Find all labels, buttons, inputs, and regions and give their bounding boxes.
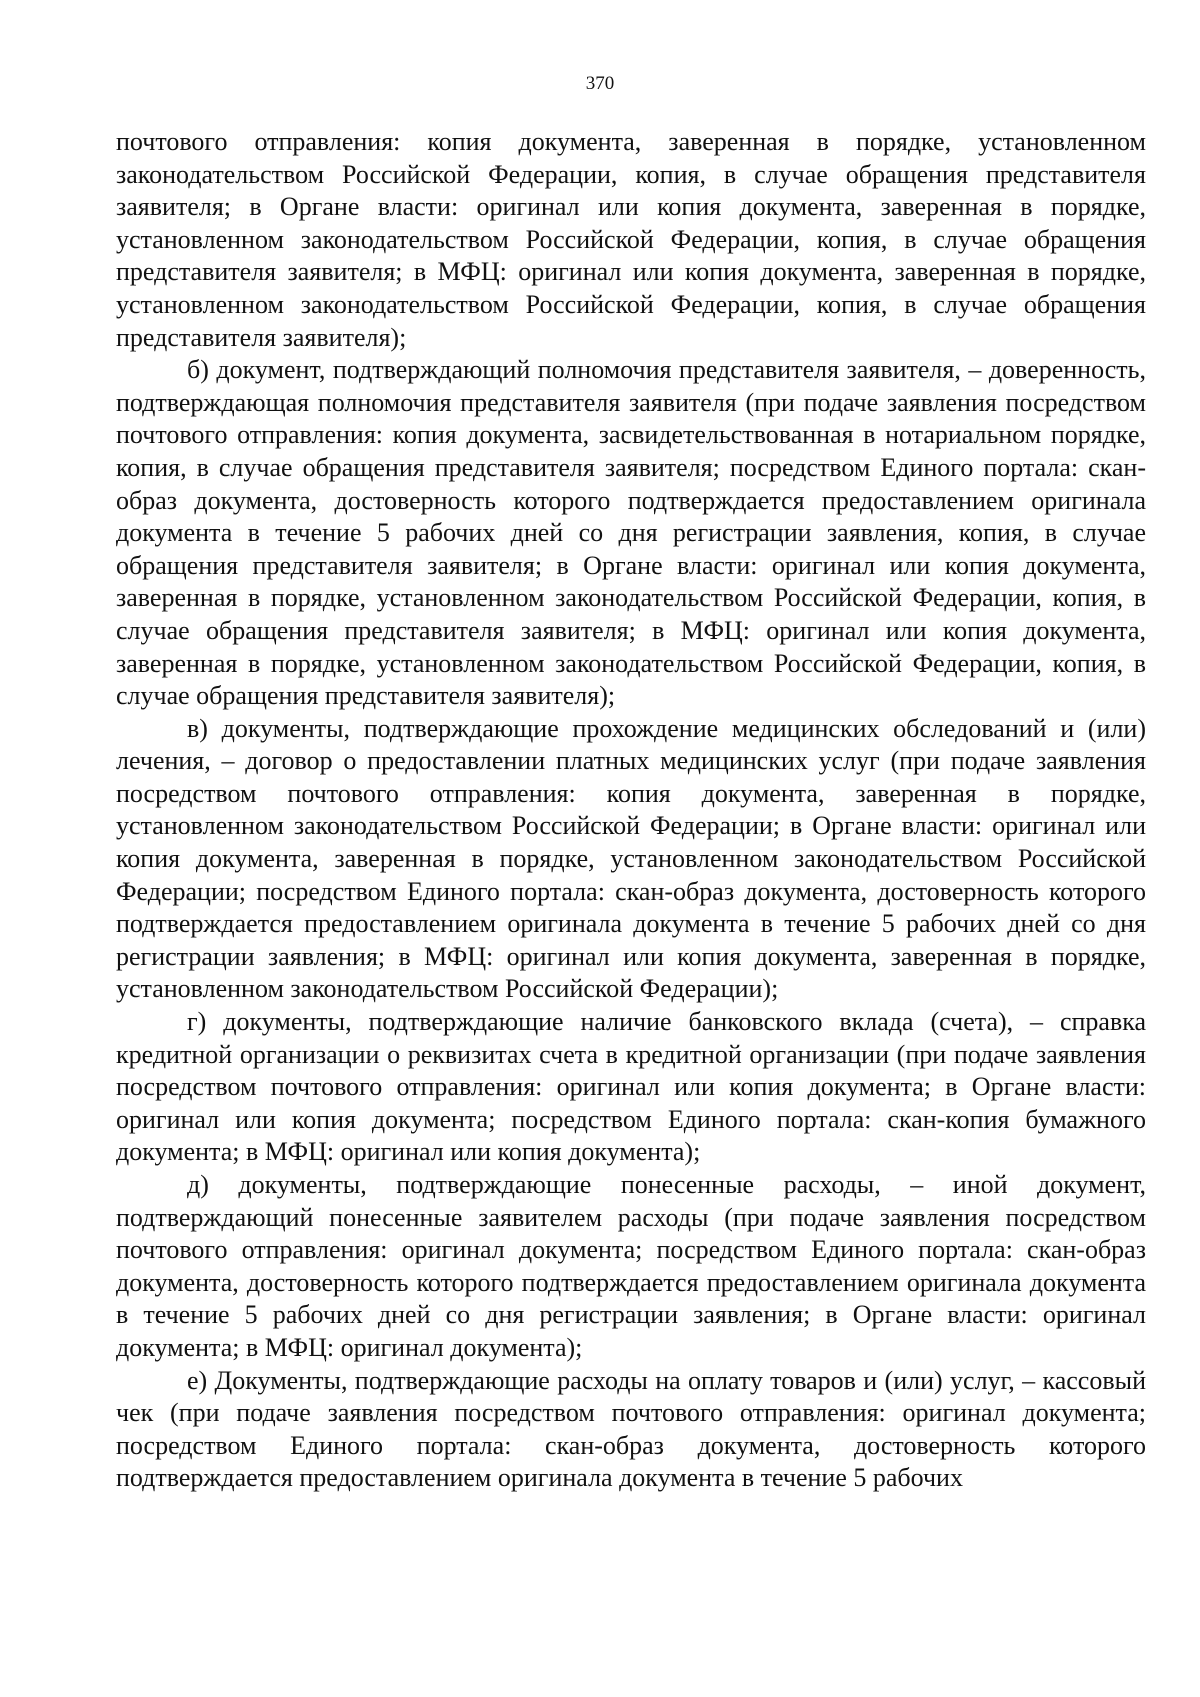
page-number: 370 bbox=[585, 73, 615, 94]
paragraph-continuation: почтового отправления: копия документа, заверенная в порядке, установленном законодательством Российской Федерации, копия, в случае обращения представителя заявителя; в Органе власти: оригинал или копия документа, заверенная в порядке, установленном законодательством Российской Федерации, копия, в случае обращения представителя заявителя; в МФЦ: оригинал или копия документа, заверенная в порядке, установленном законодательством Российской Федерации, копия, в случае обращения представителя заявителя); bbox=[116, 127, 1146, 352]
paragraph-b-power-of-attorney: б) документ, подтверждающий полномочия представителя заявителя, – доверенность, подтверждающая полномочия представителя заявителя (при подаче заявления посредством почтового отправления: копия документа, засвидетельствованная в нотариальном порядке, копия, в случае обращения представителя заявителя; посредством Единого портала: скан-образ документа, достоверность которого подтверждается предоставлением оригинала документа в течение 5 рабочих дней со дня регистрации заявления, копия, в случае обращения представителя заявителя; в Органе власти: оригинал или копия документа, заверенная в порядке, установленном законодательством Российской Федерации, копия, в случае обращения представителя заявителя; в МФЦ: оригинал или копия документа, заверенная в порядке, установленном законодательством Российской Федерации, копия, в случае обращения представителя заявителя); bbox=[116, 355, 1146, 711]
document-body bbox=[116, 126, 1146, 1495]
paragraph-d-expenses: д) документы, подтверждающие понесенные расходы, – иной документ, подтверждающий понесенные заявителем расходы (при подаче заявления посредством почтового отправления: оригинал документа; посредством Единого портала: скан-образ документа, достоверность которого подтверждается предоставлением оригинала документа в течение 5 рабочих дней со дня регистрации заявления; в Органе власти: оригинал документа; в МФЦ: оригинал документа); bbox=[116, 1170, 1146, 1362]
paragraph-g-bank-deposit: г) документы, подтверждающие наличие банковского вклада (счета), – справка кредитной организации о реквизитах счета в кредитной организации (при подаче заявления посредством почтового отправления: оригинал или копия документа; в Органе власти: оригинал или копия документа; посредством Единого портала: скан-копия бумажного документа; в МФЦ: оригинал или копия документа); bbox=[116, 1007, 1146, 1167]
paragraph-v-medical-documents: в) документы, подтверждающие прохождение медицинских обследований и (или) лечения, – договор о предоставлении платных медицинских услуг (при подаче заявления посредством почтового отправления: копия документа, заверенная в порядке, установленном законодательством Российской Федерации; в Органе власти: оригинал или копия документа, заверенная в порядке, установленном законодательством Российской Федерации; посредством Единого портала: скан-образ документа, достоверность которого подтверждается предоставлением оригинала документа в течение 5 рабочих дней со дня регистрации заявления; в МФЦ: оригинал или копия документа, заверенная в порядке, установленном законодательством Российской Федерации); bbox=[116, 713, 1146, 1004]
paragraph-e-goods-services-expenses: е) Документы, подтверждающие расходы на оплату товаров и (или) услуг, – кассовый чек (при подаче заявления посредством почтового отправления: оригинал документа; посредством Единого портала: скан-образ документа, достоверность которого подтверждается предоставлением оригинала документа в течение 5 рабочих bbox=[116, 1365, 1146, 1493]
